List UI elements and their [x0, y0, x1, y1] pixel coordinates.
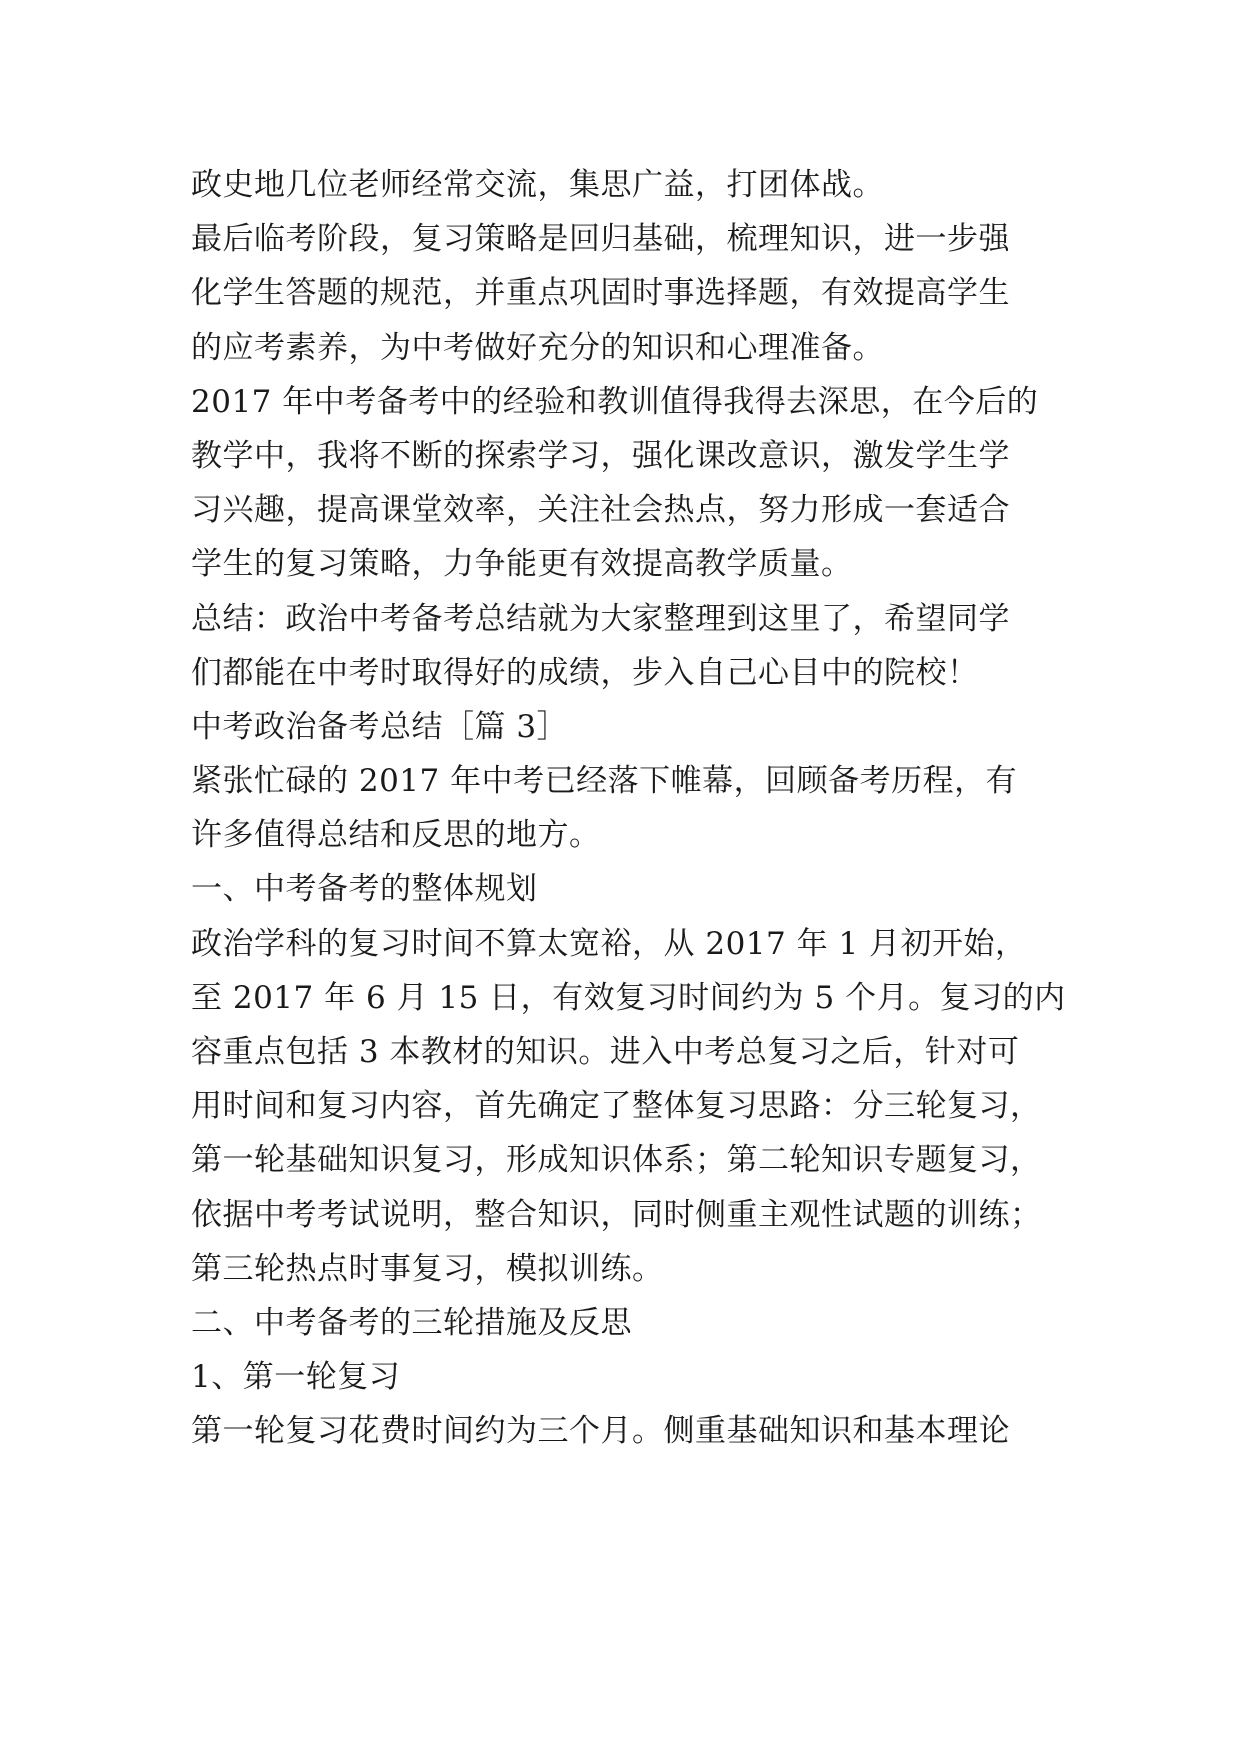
paragraph-line: 学生的复习策略，力争能更有效提高教学质量。 — [191, 546, 853, 583]
subsection-heading: 二、中考备考的三轮措施及反思 — [191, 1304, 632, 1341]
paragraph-line: 紧张忙碌的 2017 年中考已经落下帷幕，回顾备考历程，有 — [191, 763, 1018, 800]
paragraph-line: 政史地几位老师经常交流，集思广益，打团体战。 — [191, 167, 884, 203]
paragraph-line: 化学生答题的规范，并重点巩固时事选择题，有效提高学生 — [191, 275, 1010, 312]
paragraph-line: 们都能在中考时取得好的成绩，步入自己心目中的院校！ — [191, 654, 979, 691]
paragraph-line: 许多值得总结和反思的地方。 — [191, 817, 601, 854]
paragraph-line: 第一轮基础知识复习，形成知识体系；第二轮知识专题复习， — [191, 1142, 1042, 1179]
paragraph-line: 第三轮热点时事复习，模拟训练。 — [191, 1250, 664, 1287]
document-body — [191, 158, 1071, 1459]
paragraph-line: 习兴趣，提高课堂效率，关注社会热点，努力形成一套适合 — [191, 492, 1010, 529]
paragraph-line: 教学中，我将不断的探索学习，强化课改意识，激发学生学 — [191, 437, 1010, 474]
subsection-heading: 一、中考备考的整体规划 — [191, 871, 538, 908]
paragraph-line: 最后临考阶段，复习策略是回归基础，梳理知识，进一步强 — [191, 221, 1010, 258]
paragraph-line: 用时间和复习内容，首先确定了整体复习思路：分三轮复习， — [191, 1088, 1042, 1125]
paragraph-line: 政治学科的复习时间不算太宽裕，从 2017 年 1 月初开始， — [191, 925, 1027, 962]
paragraph-line: 总结：政治中考备考总结就为大家整理到这里了，希望同学 — [191, 600, 1010, 637]
paragraph-line: 容重点包括 3 本教材的知识。进入中考总复习之后，针对可 — [191, 1034, 1020, 1070]
paragraph-line: 依据中考考试说明，整合知识，同时侧重主观性试题的训练； — [191, 1196, 1042, 1233]
paragraph-line: 至 2017 年 6 月 15 日，有效复习时间约为 5 个月。复习的内 — [191, 979, 1066, 1016]
section-heading: 中考政治备考总结［篇 3］ — [191, 708, 569, 745]
list-heading: 1、第一轮复习 — [191, 1359, 401, 1396]
paragraph-line: 2017 年中考备考中的经验和教训值得我得去深思，在今后的 — [191, 383, 1039, 420]
paragraph-line: 第一轮复习花费时间约为三个月。侧重基础知识和基本理论 — [191, 1413, 1010, 1450]
paragraph-line: 的应考素养，为中考做好充分的知识和心理准备。 — [191, 329, 884, 366]
